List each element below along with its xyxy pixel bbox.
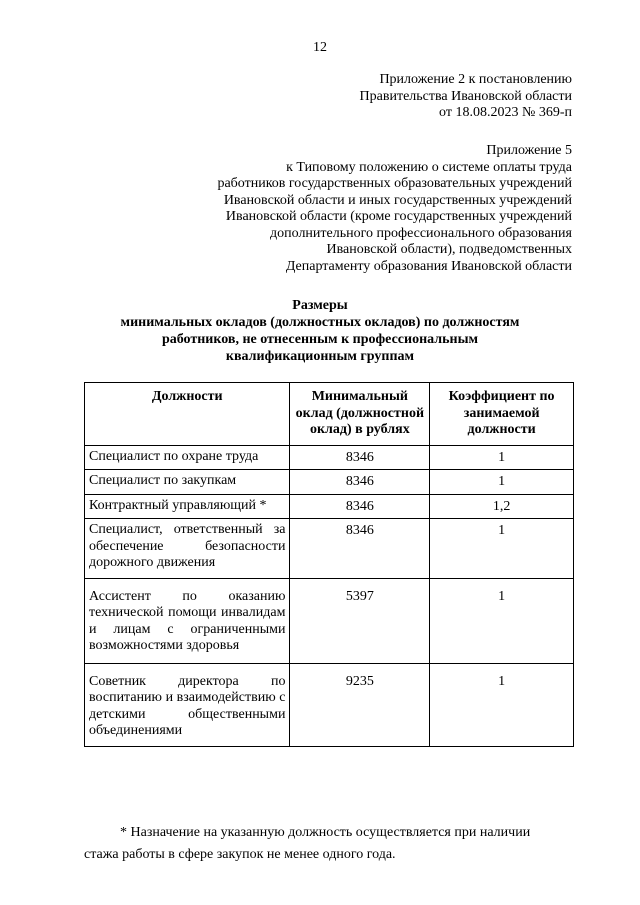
appendix-2-line: Правительства Ивановской области — [359, 88, 572, 104]
cell-coefficient: 1 — [430, 519, 574, 579]
table-title-line: квалификационным группам — [225, 349, 415, 364]
appendix-5-line: Департаменту образования Ивановской области — [285, 258, 572, 274]
header-min-salary: Минимальный оклад (должностной оклад) в рублях — [290, 383, 430, 446]
table-row — [85, 578, 574, 663]
appendix-5-line: Ивановской области и иных государственных учреждений — [223, 192, 572, 208]
appendix-5-line: Ивановской области (кроме государственных учреждений — [225, 209, 572, 224]
appendix-5-line: к Типовому положению о системе оплаты труда — [286, 159, 572, 175]
table-title-line: работников, не отнесенным к профессиональным — [161, 332, 479, 347]
appendix-5-line: Приложение 5 — [486, 143, 572, 158]
cell-salary: 8346 — [290, 519, 430, 579]
table-header-row — [85, 383, 574, 446]
salary-table — [84, 382, 574, 747]
table-row — [85, 494, 574, 519]
cell-coefficient: 1,2 — [430, 494, 574, 519]
cell-salary: 5397 — [290, 578, 430, 663]
cell-salary: 9235 — [290, 663, 430, 746]
footnote-line: стажа работы в сфере закупок не менее одного года. — [84, 847, 396, 862]
cell-salary: 8346 — [290, 470, 430, 495]
cell-position: Контрактный управляющий * — [85, 494, 290, 519]
cell-position: Ассистент по оказанию технической помощи инвалидам и лицам с ограниченными возможностями здоровья — [85, 578, 290, 663]
table-row — [85, 445, 574, 470]
footnote — [84, 822, 574, 866]
cell-position: Специалист по охране труда — [85, 445, 290, 470]
table-title — [0, 297, 640, 365]
header-positions: Должности — [85, 383, 290, 446]
header-coefficient: Коэффициент по занимаемой должности — [430, 383, 574, 446]
cell-position: Специалист, ответственный за обеспечение безопасности дорожного движения — [85, 519, 290, 579]
cell-coefficient: 1 — [430, 445, 574, 470]
appendix-5-header — [217, 143, 572, 275]
appendix-2-line: Приложение 2 к постановлению — [379, 72, 572, 87]
table-row — [85, 519, 574, 579]
footnote-line: * Назначение на указанную должность осуществляется при наличии — [120, 825, 531, 840]
appendix-5-line: Ивановской области), подведомственных — [326, 242, 572, 257]
table-row — [85, 470, 574, 495]
cell-salary: 8346 — [290, 445, 430, 470]
cell-coefficient: 1 — [430, 578, 574, 663]
cell-position: Советник директора по воспитанию и взаимодействию с детскими общественными объединениями — [85, 663, 290, 746]
cell-salary: 8346 — [290, 494, 430, 519]
appendix-2-header — [360, 72, 572, 122]
appendix-5-line: работников государственных образовательных учреждений — [217, 176, 572, 191]
page-number: 12 — [313, 40, 327, 55]
table-row — [85, 663, 574, 746]
cell-coefficient: 1 — [430, 470, 574, 495]
cell-coefficient: 1 — [430, 663, 574, 746]
table-title-line: минимальных окладов (должностных окладов) по должностям — [120, 315, 520, 330]
cell-position: Специалист по закупкам — [85, 470, 290, 495]
appendix-5-line: дополнительного профессионального образования — [270, 225, 572, 241]
table-title-line: Размеры — [292, 298, 348, 313]
appendix-2-line: от 18.08.2023 № 369-п — [439, 105, 572, 120]
